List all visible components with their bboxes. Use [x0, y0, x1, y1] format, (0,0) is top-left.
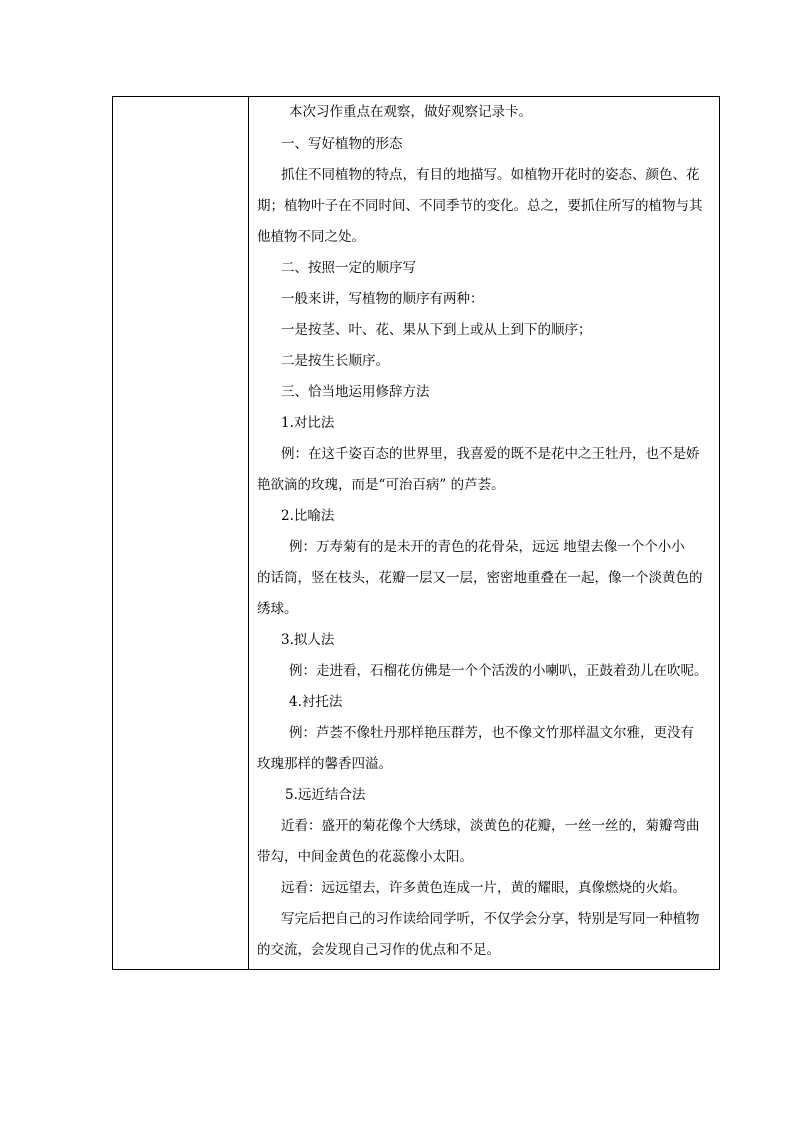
- paragraph-line: 例：芦荟不像牡丹那样艳压群芳，也不像文竹那样温文尔雅，更没有: [289, 725, 694, 741]
- paragraph-line: 例：在这千姿百态的世界里，我喜爱的既不是花中之王牡丹，也不是娇: [281, 446, 700, 462]
- paragraph-line: 期；植物叶子在不同时间、不同季节的变化。总之，要抓住所写的植物与其: [257, 198, 703, 214]
- left-cell: [113, 97, 249, 969]
- content-cell: [249, 97, 719, 969]
- heading-2: 二、按照一定的顺序写: [281, 260, 416, 276]
- heading-3: 三、恰当地运用修辞方法: [281, 384, 430, 400]
- subheading-foil: 4.衬托法: [289, 694, 343, 710]
- paragraph-line: 他植物不同之处。: [257, 229, 365, 245]
- paragraph-line: 玫瑰那样的馨香四溢。: [257, 756, 392, 772]
- line-intro: 本次习作重点在观察，做好观察记录卡。: [289, 104, 532, 120]
- paragraph-line: 远看：远远望去，许多黄色连成一片，黄的耀眼，真像燃烧的火焰。: [281, 880, 686, 896]
- paragraph-line: 带勾，中间金黄色的花蕊像小太阳。: [257, 849, 473, 865]
- paragraph-line: 例：万寿菊有的是未开的青色的花骨朵，远远 地望去像一个个小小: [289, 539, 685, 555]
- subheading-contrast: 1.对比法: [281, 415, 335, 431]
- paragraph-line: 艳欲滴的玫瑰，而是“可治百病” 的芦荟。: [257, 477, 505, 493]
- paragraph-line: 一是按茎、叶、花、果从下到上或从上到下的顺序；: [281, 322, 592, 338]
- paragraph-line: 一般来讲，写植物的顺序有两种：: [281, 291, 484, 307]
- paragraph-line: 近看：盛开的菊花像个大绣球，淡黄色的花瓣，一丝一丝的，菊瓣弯曲: [281, 818, 700, 834]
- paragraph-line: 绣球。: [257, 601, 298, 617]
- paragraph-line: 抓住不同植物的特点，有目的地描写。如植物开花时的姿态、颜色、花: [281, 167, 700, 183]
- subheading-near-far: 5.远近结合法: [285, 787, 366, 803]
- paragraph-line: 的交流，会发现自己习作的优点和不足。: [257, 942, 500, 958]
- heading-1: 一、写好植物的形态: [281, 136, 403, 152]
- paragraph-line: 的话筒，竖在枝头，花瓣一层又一层，密密地重叠在一起，像一个淡黄色的: [257, 570, 703, 586]
- document-table: [112, 96, 720, 970]
- subheading-metaphor: 2.比喻法: [281, 508, 335, 524]
- subheading-personification: 3.拟人法: [281, 632, 335, 648]
- paragraph-line: 二是按生长顺序。: [281, 353, 389, 369]
- paragraph-line: 写完后把自己的习作读给同学听，不仅学会分享，特别是写同一种植物: [281, 911, 700, 927]
- paragraph-line: 例：走进看，石榴花仿佛是一个个活泼的小喇叭，正鼓着劲儿在吹呢。: [289, 663, 708, 679]
